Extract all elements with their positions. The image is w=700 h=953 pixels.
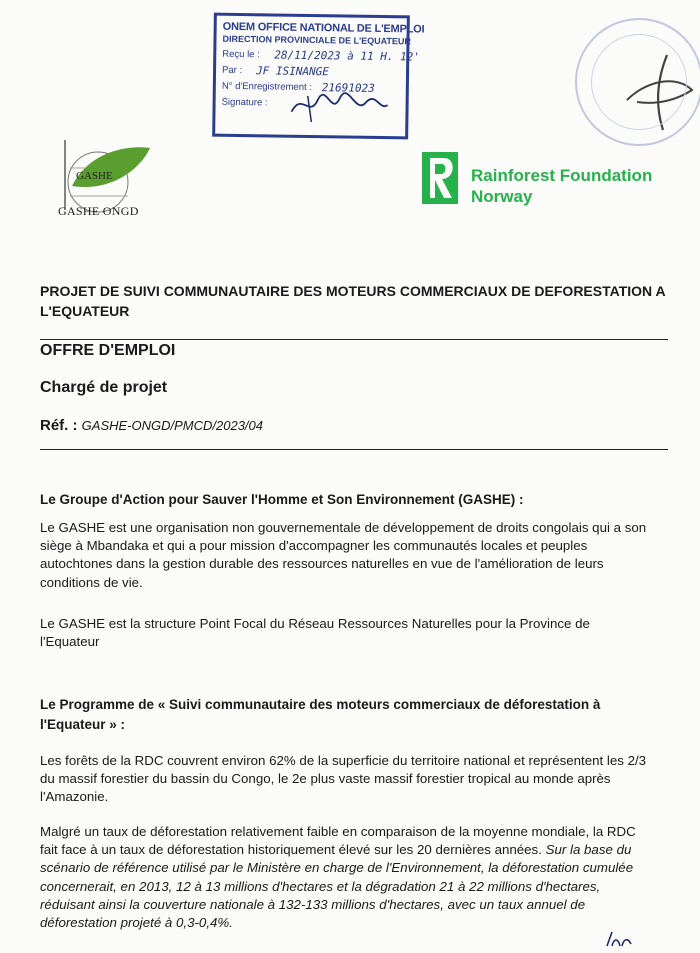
stamp-enreg-value: 21691023 — [321, 81, 375, 95]
stamp-enreg-label: N° d'Enregistrement : — [221, 80, 313, 93]
rfn-line2: Norway — [471, 187, 533, 206]
page-initials-mark — [604, 930, 634, 950]
reference — [40, 417, 263, 434]
reference-label: Réf. : — [40, 417, 78, 434]
rainforest-foundation-logo-icon — [420, 150, 460, 206]
round-official-stamp — [575, 18, 700, 146]
divider — [40, 339, 668, 340]
stamp-recu-value: 28/11/2023 à 11 H. 12' — [274, 48, 421, 64]
divider — [40, 449, 668, 450]
stamp-recu-label: Reçu le : — [222, 48, 260, 61]
stamp-signature-label: Signature : — [221, 96, 268, 109]
stamp-par-value: JF ISINANGE — [255, 64, 330, 79]
reference-value: GASHE-ONGD/PMCD/2023/04 — [81, 418, 264, 433]
stamp-title: ONEM OFFICE NATIONAL DE L'EMPLOI — [222, 20, 425, 36]
deforestation-scenario-text: Sur la base du scénario de référence utilisé par le Ministère en charge de l'Environnement, la déforestation cumulée concernerait, en 2013, 12 à 13 millions d'hectares et la dégradation 21 à 22 millions d'hectares, réduisant ainsi la couverture nationale à 132-133 millions d'hectares, avec un taux annuel de déforestation projeté à 0,3-0,4%. — [40, 842, 634, 931]
handwritten-signature — [281, 88, 391, 126]
rfn-line1: Rainforest Foundation — [471, 166, 653, 185]
programme-section-heading: Le Programme de « Suivi communautaire des moteurs commerciaux de déforestation à l'Equateur » : — [40, 697, 601, 732]
gashe-section-heading: Le Groupe d'Action pour Sauver l'Homme et Son Environnement (GASHE) : — [40, 492, 524, 507]
onem-reception-stamp — [212, 13, 425, 140]
stamp-par-label: Par : — [221, 64, 243, 77]
project-title-line1: PROJET DE SUIVI COMMUNAUTAIRE DES MOTEURS COMMERCIAUX DE DEFORESTATION A — [40, 283, 666, 299]
gashe-logo-text: GASHE — [76, 170, 113, 182]
position-title: Chargé de projet — [40, 379, 168, 396]
project-title-line2: L'EQUATEUR — [40, 303, 130, 319]
rainforest-foundation-name — [471, 165, 652, 207]
gashe-description: Le GASHE est une organisation non gouvernementale de développement de droits congolais qui a son siège à Mbandaka et qui a pour mission d'accompagner les communautés locales et peuples autochtones dans la gestion durable des ressources naturelles en vue de l'amélioration de leurs conditions de vie. — [40, 520, 647, 590]
stamp-signature-mark — [597, 50, 697, 140]
gashe-focal-point: Le GASHE est la structure Point Focal du Réseau Ressources Naturelles pour la Province de l'Equateur — [40, 616, 590, 650]
gashe-org-name: GASHE ONGD — [58, 204, 139, 218]
job-offer-heading: OFFRE D'EMPLOI — [40, 342, 176, 359]
deforestation-text: Malgré un taux de déforestation relativement faible en comparaison de la moyenne mondiale, la RDC fait face à un taux de déforestation historiquement élevé sur les 20 dernières années. — [40, 824, 636, 858]
stamp-signature-row — [221, 97, 399, 115]
stamp-subtitle: DIRECTION PROVINCIALE DE L'EQUATEUR — [222, 34, 412, 47]
programme-forests-paragraph: Les forêts de la RDC couvrent environ 62% de la superficie du territoire national et représentent les 2/3 du massif forestier du bassin du Congo, le 2e plus vaste massif forestier tropical au monde après l'Amazonie. — [40, 753, 647, 805]
programme-deforestation-paragraph — [40, 823, 650, 932]
